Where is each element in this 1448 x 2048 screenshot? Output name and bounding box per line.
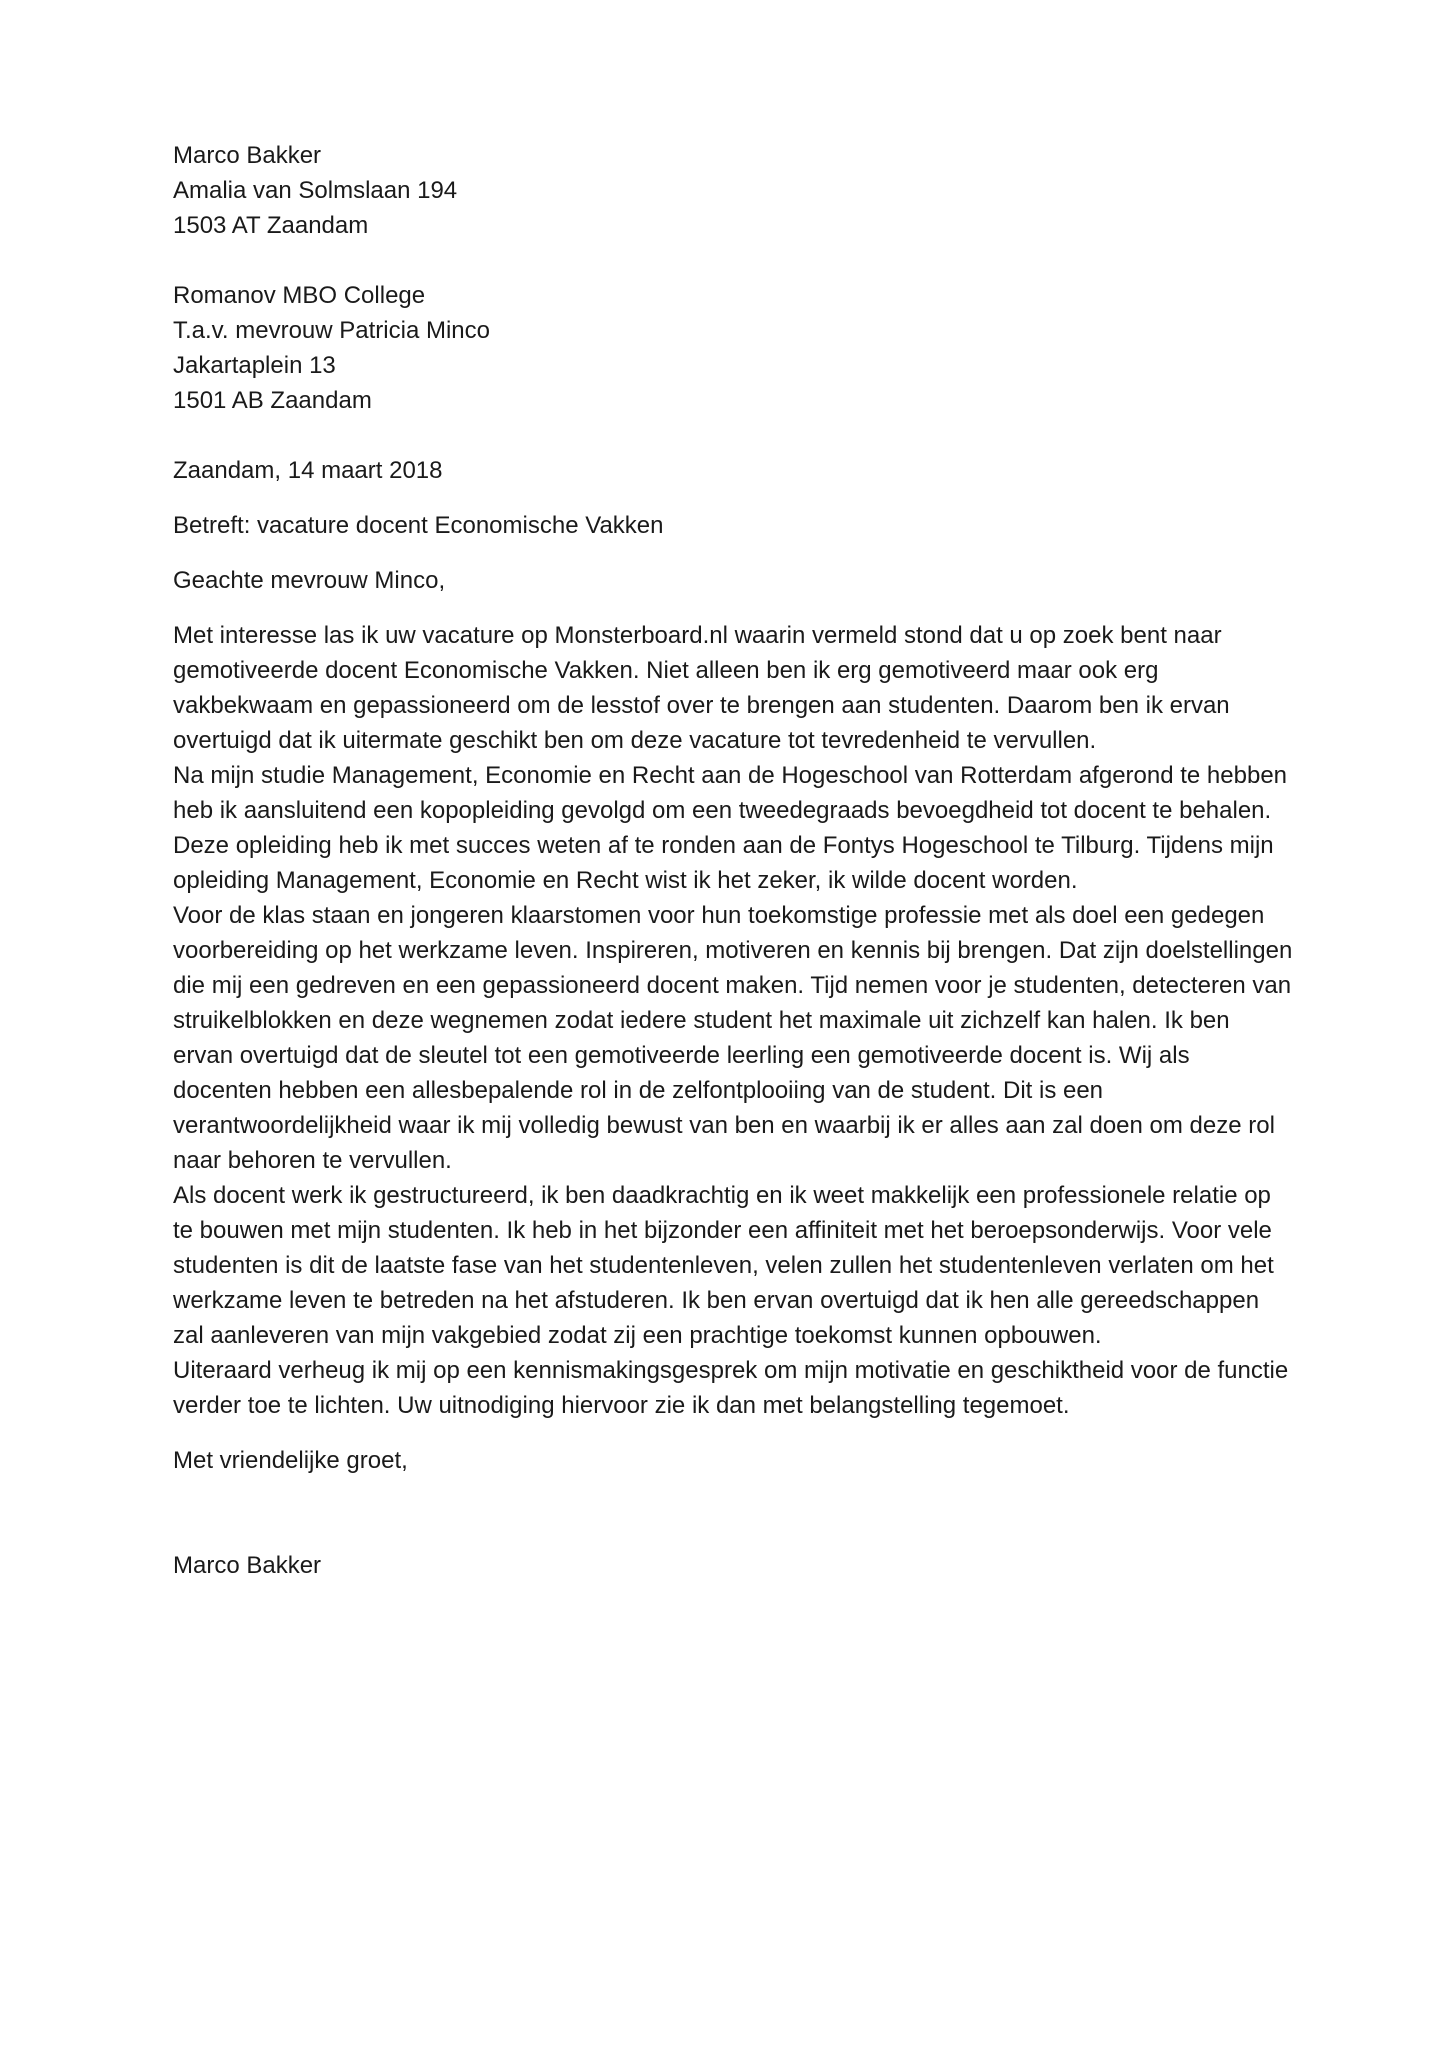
date-line: Zaandam, 14 maart 2018 xyxy=(173,457,443,484)
closing: Met vriendelijke groet, xyxy=(173,1447,408,1474)
sender-address xyxy=(173,138,1293,243)
body-paragraph-4: Als docent werk ik gestructureerd, ik ben daadkrachtig en ik weet makkelijk een professionele relatie op te bouwen met mijn studenten. Ik heb in het bijzonder een affiniteit met het beroepsonderwijs. Voor vele studenten is dit de laatste fase van het studentenleven, velen zullen het studentenleven verlaten om het werkzame leven te betreden na het afstuderen. Ik ben ervan overtuigd dat ik hen alle gereedschappen zal aanleveren van mijn vakgebied zodat zij een prachtige toekomst kunnen opbouwen. xyxy=(173,1182,1274,1349)
recipient-city: 1501 AB Zaandam xyxy=(173,387,372,414)
sender-street: Amalia van Solmslaan 194 xyxy=(173,177,458,204)
recipient-attention: T.a.v. mevrouw Patricia Minco xyxy=(173,317,490,344)
recipient-address xyxy=(173,278,1293,418)
letter-body xyxy=(173,618,1293,1423)
recipient-street: Jakartaplein 13 xyxy=(173,352,336,379)
body-paragraph-3: Voor de klas staan en jongeren klaarstomen voor hun toekomstige professie met als doel een gedegen voorbereiding op het werkzame leven. Inspireren, motiveren en kennis bij brengen. Dat zijn doelstellingen die mij een gedreven en een gepassioneerd docent maken. Tijd nemen voor je studenten, detecteren van struikelblokken en deze wegnemen zodat iedere student het maximale uit zichzelf kan halen. Ik ben ervan overtuigd dat de sleutel tot een gemotiveerde leerling een gemotiveerde docent is. Wij als docenten hebben een allesbepalende rol in de zelfontplooiing van de student. Dit is een verantwoordelijkheid waar ik mij volledig bewust van ben en waarbij ik er alles aan zal doen om deze rol naar behoren te vervullen. xyxy=(173,902,1293,1174)
salutation: Geachte mevrouw Minco, xyxy=(173,567,446,594)
signature-name: Marco Bakker xyxy=(173,1552,322,1579)
letter-page xyxy=(173,138,1293,1583)
body-paragraph-5: Uiteraard verheug ik mij op een kennismakingsgesprek om mijn motivatie en geschiktheid voor de functie verder toe te lichten. Uw uitnodiging hiervoor zie ik dan met belangstelling tegemoet. xyxy=(173,1357,1289,1419)
sender-city: 1503 AT Zaandam xyxy=(173,212,369,239)
subject-line: Betreft: vacature docent Economische Vakken xyxy=(173,512,664,539)
body-paragraph-2: Na mijn studie Management, Economie en Recht aan de Hogeschool van Rotterdam afgerond te hebben heb ik aansluitend een kopopleiding gevolgd om een tweedegraads bevoegdheid tot docent te behalen. Deze opleiding heb ik met succes weten af te ronden aan de Fontys Hogeschool te Tilburg. Tijdens mijn opleiding Management, Economie en Recht wist ik het zeker, ik wilde docent worden. xyxy=(173,762,1288,894)
body-paragraph-1: Met interesse las ik uw vacature op Monsterboard.nl waarin vermeld stond dat u op zoek bent naar gemotiveerde docent Economische Vakken. Niet alleen ben ik erg gemotiveerd maar ook erg vakbekwaam en gepassioneerd om de lesstof over te brengen aan studenten. Daarom ben ik ervan overtuigd dat ik uitermate geschikt ben om deze vacature tot tevredenheid te vervullen. xyxy=(173,622,1230,754)
sender-name: Marco Bakker xyxy=(173,142,322,169)
recipient-organization: Romanov MBO College xyxy=(173,282,426,309)
